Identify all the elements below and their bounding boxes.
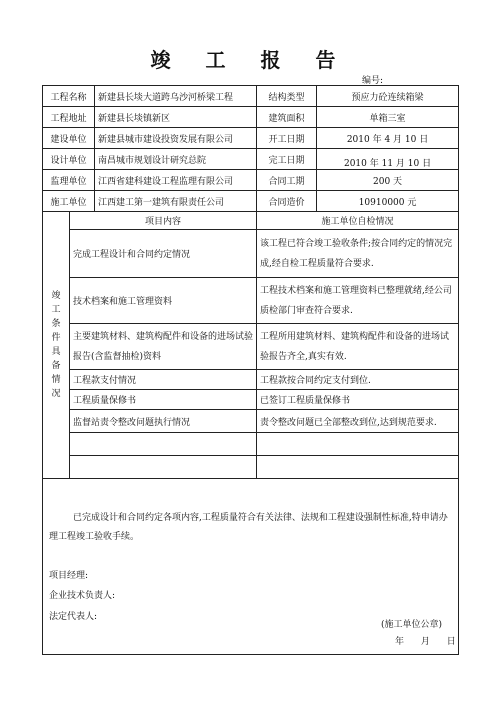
tech-lead-label: 企业技术负责人: — [49, 591, 116, 601]
info-row-supervision — [43, 170, 459, 191]
statement-row — [43, 479, 459, 655]
condition-check: 已签订工程质量保修书 — [257, 390, 459, 410]
conditions-header-row — [43, 212, 459, 230]
building-area-label: 建筑面积 — [257, 107, 317, 128]
info-row-client — [43, 128, 459, 149]
self-check-header: 施工单位自检情况 — [257, 212, 459, 230]
item-content-header: 项目内容 — [70, 212, 257, 230]
condition-row — [43, 390, 459, 410]
client-unit-value: 新建县城市建设投资发展有限公司 — [95, 128, 257, 149]
condition-check: 该工程已符合竣工验收条件;按合同约定的情况完成,经自检工程质量符合要求. — [257, 230, 459, 278]
condition-check: 工程技术档案和施工管理资料已整理就绪,经公司质检部门审查符合要求. — [257, 278, 459, 324]
legal-rep-label: 法定代表人: — [49, 612, 98, 622]
contract-cost-label: 合同造价 — [257, 191, 317, 212]
project-manager-label: 项目经理: — [49, 571, 89, 581]
design-unit-label: 设计单位 — [43, 149, 95, 170]
project-site-value: 新建县长埮镇新区 — [95, 107, 257, 128]
client-unit-label: 建设单位 — [43, 128, 95, 149]
finish-date-value: 2010 年 11 月 10 日 — [317, 149, 459, 170]
completion-report-table — [42, 85, 459, 655]
contract-cost-value: 10910000 元 — [317, 191, 459, 212]
condition-item: 工程款支付情况 — [70, 370, 257, 390]
design-unit-value: 南昌城市规划设计研究总院 — [95, 149, 257, 170]
condition-row — [43, 370, 459, 390]
info-row-builder — [43, 191, 459, 212]
condition-row — [43, 230, 459, 278]
condition-check — [257, 433, 459, 456]
building-area-value: 单箱三室 — [317, 107, 459, 128]
conditions-side-label — [43, 212, 70, 479]
contract-period-label: 合同工期 — [257, 170, 317, 191]
condition-item: 工程质量保修书 — [70, 390, 257, 410]
condition-item: 完成工程设计和合同约定情况 — [70, 230, 257, 278]
company-seal-label: (施工单位公章) — [381, 620, 443, 630]
condition-check — [257, 456, 459, 479]
info-row-project-name — [43, 86, 459, 107]
signature-date: 年 月 日 — [395, 637, 456, 647]
project-site-label: 工程地址 — [43, 107, 95, 128]
project-name-label: 工程名称 — [43, 86, 95, 107]
info-row-design — [43, 149, 459, 170]
application-statement: 已完成设计和合同约定各项内容,工程质量符合有关法律、法规和工程建设强制性标准,特申请办理工程竣工验收手续。 — [49, 513, 448, 542]
builder-unit-value: 江西建工第一建筑有限责任公司 — [95, 191, 257, 212]
condition-row — [43, 278, 459, 324]
supervision-unit-label: 监理单位 — [43, 170, 95, 191]
condition-row — [43, 456, 459, 479]
condition-item: 监督站责令整改问题执行情况 — [70, 410, 257, 433]
serial-number-label: 编号: — [362, 76, 384, 86]
finish-date-label: 完工日期 — [257, 149, 317, 170]
supervision-unit-value: 江西省建科建设工程监理有限公司 — [95, 170, 257, 191]
statement-cell — [43, 479, 459, 655]
condition-item: 主要建筑材料、建筑构配件和设备的进场试验报告(含监督抽检)资料 — [70, 324, 257, 370]
condition-item — [70, 456, 257, 479]
document-title: 竣 工 报 告 — [150, 48, 350, 72]
condition-item — [70, 433, 257, 456]
contract-period-value: 200 天 — [317, 170, 459, 191]
condition-check: 工程所用建筑材料、建筑构配件和设备的进场试验报告齐全,真实有效. — [257, 324, 459, 370]
start-date-label: 开工日期 — [257, 128, 317, 149]
info-row-site — [43, 107, 459, 128]
condition-check: 责令整改问题已全部整改到位,达到规范要求. — [257, 410, 459, 433]
condition-row — [43, 324, 459, 370]
structure-type-label: 结构类型 — [257, 86, 317, 107]
start-date-value: 2010 年 4 月 10 日 — [317, 128, 459, 149]
condition-row — [43, 410, 459, 433]
condition-item: 技术档案和施工管理资料 — [70, 278, 257, 324]
condition-check: 工程款按合同约定支付到位. — [257, 370, 459, 390]
structure-type-value: 预应力砼连续箱梁 — [317, 86, 459, 107]
conditions-side-label-text: 竣工条件具备情况 — [51, 291, 61, 399]
project-name-value: 新建县长埮大道跨乌沙河桥梁工程 — [95, 86, 257, 107]
condition-row — [43, 433, 459, 456]
builder-unit-label: 施工单位 — [43, 191, 95, 212]
